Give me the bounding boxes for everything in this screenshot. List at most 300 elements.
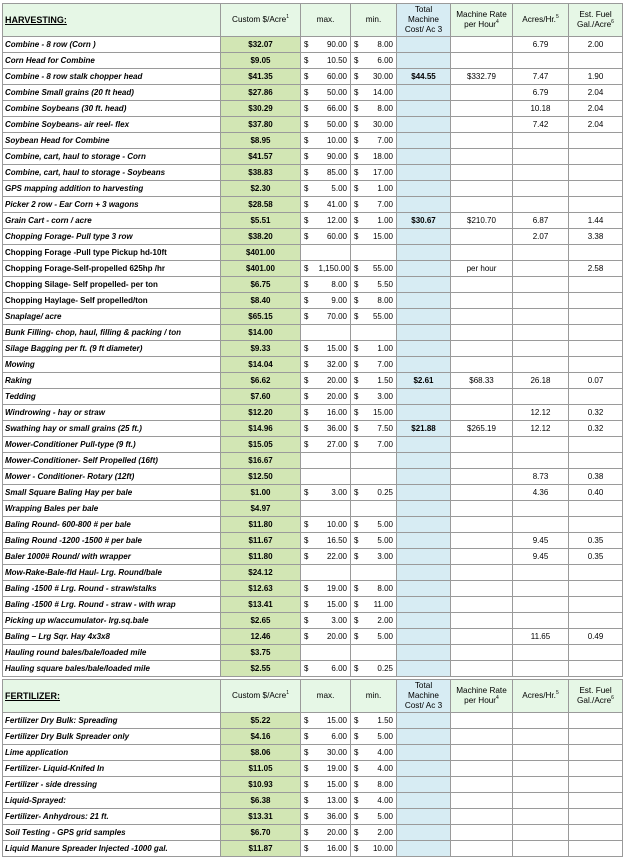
fuel-per-acre: [569, 149, 623, 165]
custom-rate-text: $38.20: [248, 231, 273, 241]
custom-rate-text: $12.63: [248, 583, 273, 593]
operation-name-text: Fertilizer - side dressing: [5, 779, 98, 789]
operation-name-text: Raking: [5, 375, 32, 385]
acres-per-hour: [513, 53, 569, 69]
min-value-text: 4.00: [377, 763, 393, 773]
max-currency-text: $: [304, 715, 309, 725]
max-currency-text: $: [304, 151, 309, 161]
custom-rate-text: $401.00: [246, 247, 275, 257]
operation-name-text: Baling Round- 600-800 # per bale: [5, 519, 131, 529]
min-value: [367, 405, 397, 421]
operation-name-text: Soybean Head for Combine: [5, 135, 110, 145]
operation-name-text: Mow-Rake-Bale-fld Haul- Lrg. Round/bale: [5, 567, 162, 577]
machine-cost: [397, 165, 451, 181]
min-value-text: 11.00: [373, 599, 393, 609]
fuel-header-text: Est. Fuel Gal./Acre: [577, 10, 612, 29]
max-value: [317, 713, 351, 729]
table-row: [3, 149, 623, 165]
fuel-per-acre: [569, 437, 623, 453]
machine-cost: [397, 729, 451, 745]
operation-name: [3, 713, 221, 729]
operation-name: [3, 357, 221, 373]
min-value: [367, 389, 397, 405]
max-value-text: 8.00: [331, 279, 347, 289]
max-currency: [301, 613, 317, 629]
max-currency-text: $: [304, 763, 309, 773]
acres-header: [513, 4, 569, 37]
fuel-per-acre: [569, 37, 623, 53]
custom-rate: [221, 745, 301, 761]
table-row: [3, 597, 623, 613]
custom-rate-text: $37.80: [248, 119, 273, 129]
min-currency-text: $: [354, 391, 359, 401]
machine-rate: [451, 533, 513, 549]
max-currency: [301, 517, 317, 533]
min-currency-text: $: [354, 343, 359, 353]
min-value-text: 8.00: [377, 583, 393, 593]
max-currency-text: $: [304, 747, 309, 757]
machine-rate: [451, 149, 513, 165]
machine-cost: [397, 309, 451, 325]
max-value-text: 15.00: [326, 599, 347, 609]
min-value: [367, 53, 397, 69]
min-value: [367, 181, 397, 197]
max-value: [317, 165, 351, 181]
max-value: [317, 453, 351, 469]
table-row: [3, 645, 623, 661]
max-currency-text: $: [304, 615, 309, 625]
min-value: [367, 809, 397, 825]
min-value-text: 1.00: [377, 215, 393, 225]
table-row: [3, 197, 623, 213]
custom-rate-text: $6.62: [250, 375, 271, 385]
machine-rate: [451, 549, 513, 565]
fuel-per-acre: [569, 181, 623, 197]
max-currency-text: $: [304, 663, 309, 673]
min-value-text: 6.00: [377, 55, 393, 65]
custom-rate: [221, 197, 301, 213]
acres-per-hour-text: 12.12: [530, 423, 551, 433]
machine-cost: [397, 645, 451, 661]
min-value: [367, 729, 397, 745]
table-row: [3, 501, 623, 517]
min-currency-text: $: [354, 39, 359, 49]
max-currency: [301, 229, 317, 245]
table-row: [3, 485, 623, 501]
max-value-text: 27.00: [326, 439, 347, 449]
custom-rate: [221, 117, 301, 133]
table-row: [3, 745, 623, 761]
machine-cost-header-text: Total Machine Cost/ Ac 3: [404, 5, 443, 34]
acres-per-hour: [513, 841, 569, 857]
max-currency: [301, 133, 317, 149]
custom-rate-text: $65.15: [248, 311, 273, 321]
min-value-text: 4.00: [377, 747, 393, 757]
min-value-text: 7.00: [377, 199, 393, 209]
fuel-per-acre: [569, 229, 623, 245]
min-currency: [351, 277, 367, 293]
max-value-text: 3.00: [331, 487, 347, 497]
fuel-header-footnote: 6: [611, 695, 614, 701]
operation-name: [3, 793, 221, 809]
machine-rate: [451, 37, 513, 53]
max-currency: [301, 469, 317, 485]
min-currency: [351, 613, 367, 629]
operation-name: [3, 453, 221, 469]
acres-per-hour: [513, 309, 569, 325]
custom-rate: [221, 825, 301, 841]
custom-rate: [221, 277, 301, 293]
max-value: [317, 309, 351, 325]
custom-rate: [221, 309, 301, 325]
min-value-text: 55.00: [372, 311, 393, 321]
operation-name: [3, 37, 221, 53]
min-value: [367, 229, 397, 245]
table-row: [3, 469, 623, 485]
min-currency: [351, 389, 367, 405]
min-value: [367, 437, 397, 453]
table-row: [3, 101, 623, 117]
acres-per-hour-text: 7.42: [532, 119, 549, 129]
max-currency-text: $: [304, 135, 309, 145]
operation-name: [3, 213, 221, 229]
operation-name: [3, 841, 221, 857]
acres-per-hour-text: 8.73: [532, 471, 549, 481]
min-value-text: 3.00: [377, 551, 393, 561]
max-currency: [301, 421, 317, 437]
fuel-per-acre-text: 2.58: [587, 263, 604, 273]
operation-name-text: Mowing: [5, 359, 35, 369]
fuel-per-acre: [569, 485, 623, 501]
machine-rate: [451, 841, 513, 857]
operation-name: [3, 341, 221, 357]
max-header-text: max.: [316, 15, 335, 24]
max-value-text: 13.00: [326, 795, 347, 805]
min-currency: [351, 841, 367, 857]
machine-rate: [451, 777, 513, 793]
table-row: [3, 261, 623, 277]
max-currency: [301, 341, 317, 357]
min-currency-text: $: [354, 231, 359, 241]
operation-name: [3, 117, 221, 133]
custom-rates-table: [2, 3, 623, 857]
custom-rate-text: $2.55: [250, 663, 271, 673]
min-value: [367, 245, 397, 261]
custom-header-footnote: 1: [286, 14, 289, 20]
operation-name-text: Fertilizer Dry Bulk: Spreading: [5, 715, 118, 725]
max-value: [317, 565, 351, 581]
acres-per-hour: [513, 181, 569, 197]
max-value: [317, 261, 351, 277]
acres-per-hour-text: 11.65: [530, 631, 551, 641]
min-value: [367, 421, 397, 437]
table-row: [3, 357, 623, 373]
max-currency-text: $: [304, 535, 309, 545]
acres-per-hour: [513, 325, 569, 341]
acres-per-hour: [513, 549, 569, 565]
operation-name-text: Wrapping Bales per bale: [5, 503, 99, 513]
fuel-per-acre: [569, 405, 623, 421]
min-value: [367, 645, 397, 661]
acres-per-hour-text: 7.47: [532, 71, 549, 81]
max-value-text: 20.00: [326, 391, 347, 401]
min-currency-text: $: [354, 811, 359, 821]
min-currency: [351, 745, 367, 761]
machine-rate-header-text: Machine Rate per Hour: [456, 686, 507, 705]
min-currency-text: $: [354, 827, 359, 837]
max-currency: [301, 245, 317, 261]
operation-name: [3, 69, 221, 85]
min-value: [367, 761, 397, 777]
min-currency-text: $: [354, 359, 359, 369]
table-row: [3, 661, 623, 677]
max-currency-text: $: [304, 279, 309, 289]
min-value: [367, 745, 397, 761]
max-currency: [301, 629, 317, 645]
min-value: [367, 713, 397, 729]
table-row: [3, 85, 623, 101]
custom-rate: [221, 485, 301, 501]
acres-per-hour-text: 6.79: [532, 39, 549, 49]
operation-name: [3, 165, 221, 181]
table-row: [3, 777, 623, 793]
min-value-text: 3.00: [377, 391, 393, 401]
fuel-per-acre: [569, 389, 623, 405]
machine-rate: [451, 69, 513, 85]
acres-per-hour: [513, 133, 569, 149]
max-currency: [301, 69, 317, 85]
acres-per-hour: [513, 357, 569, 373]
acres-per-hour: [513, 453, 569, 469]
machine-rate: [451, 389, 513, 405]
max-currency-text: $: [304, 811, 309, 821]
max-value: [317, 629, 351, 645]
acres-per-hour: [513, 293, 569, 309]
min-value-text: 30.00: [372, 71, 393, 81]
max-currency: [301, 549, 317, 565]
max-value-text: 16.00: [326, 843, 347, 853]
machine-rate: [451, 85, 513, 101]
max-value-text: 1,150.00: [318, 263, 350, 273]
operation-name: [3, 245, 221, 261]
min-currency: [351, 197, 367, 213]
max-currency-text: $: [304, 183, 309, 193]
max-value: [317, 469, 351, 485]
operation-name-text: Tedding: [5, 391, 36, 401]
min-currency: [351, 357, 367, 373]
table-row: [3, 613, 623, 629]
custom-rate-text: $10.93: [248, 779, 273, 789]
min-currency: [351, 453, 367, 469]
min-currency-text: $: [354, 215, 359, 225]
min-value: [367, 85, 397, 101]
max-value: [317, 581, 351, 597]
operation-name: [3, 761, 221, 777]
machine-rate-header-footnote: 4: [496, 695, 499, 701]
min-value: [367, 261, 397, 277]
machine-rate: [451, 501, 513, 517]
custom-rate: [221, 841, 301, 857]
operation-name: [3, 645, 221, 661]
machine-cost: [397, 181, 451, 197]
max-value: [317, 549, 351, 565]
table-row: [3, 405, 623, 421]
machine-cost: [397, 713, 451, 729]
max-currency: [301, 197, 317, 213]
operation-name: [3, 549, 221, 565]
min-currency-text: $: [354, 519, 359, 529]
acres-per-hour: [513, 213, 569, 229]
fuel-per-acre: [569, 373, 623, 389]
machine-rate: [451, 421, 513, 437]
min-value-text: 8.00: [377, 39, 393, 49]
acres-per-hour: [513, 341, 569, 357]
operation-name-text: Grain Cart - corn / acre: [5, 215, 92, 225]
machine-rate: [451, 405, 513, 421]
fuel-per-acre: [569, 357, 623, 373]
machine-cost: [397, 597, 451, 613]
fuel-header: [569, 4, 623, 37]
min-value: [367, 325, 397, 341]
operation-name-text: Chopping Forage- Pull type 3 row: [5, 231, 133, 241]
min-currency: [351, 645, 367, 661]
fuel-per-acre-text: 0.32: [587, 423, 604, 433]
max-currency: [301, 485, 317, 501]
table-row: [3, 581, 623, 597]
custom-rate-text: $13.31: [248, 811, 273, 821]
min-currency: [351, 713, 367, 729]
min-currency: [351, 293, 367, 309]
min-currency: [351, 533, 367, 549]
custom-rate-text: $1.00: [250, 487, 271, 497]
operation-name-text: Baling -1500 # Lrg. Round - straw/stalks: [5, 583, 157, 593]
custom-rate-text: $8.40: [250, 295, 271, 305]
min-currency: [351, 181, 367, 197]
acres-per-hour: [513, 533, 569, 549]
fuel-per-acre: [569, 245, 623, 261]
max-value: [317, 405, 351, 421]
custom-rate-text: $13.41: [248, 599, 273, 609]
min-value-text: 7.50: [377, 423, 393, 433]
max-currency: [301, 277, 317, 293]
fuel-per-acre: [569, 761, 623, 777]
machine-rate-text: $68.33: [469, 375, 494, 385]
machine-rate: [451, 613, 513, 629]
fuel-per-acre-text: 2.00: [587, 39, 604, 49]
operation-name: [3, 149, 221, 165]
operation-name: [3, 729, 221, 745]
custom-rate: [221, 405, 301, 421]
machine-cost: [397, 517, 451, 533]
acres-per-hour-text: 9.45: [532, 535, 549, 545]
acres-per-hour: [513, 69, 569, 85]
max-value-text: 20.00: [326, 631, 347, 641]
min-value-text: 30.00: [372, 119, 393, 129]
max-value-text: 36.00: [326, 423, 347, 433]
machine-rate: [451, 581, 513, 597]
min-currency-text: $: [354, 631, 359, 641]
machine-rate: [451, 341, 513, 357]
min-value: [367, 357, 397, 373]
custom-rate-text: $14.04: [248, 359, 273, 369]
fuel-per-acre-text: 0.32: [587, 407, 604, 417]
table-row: [3, 309, 623, 325]
max-value-text: 16.00: [326, 407, 347, 417]
fuel-per-acre: [569, 69, 623, 85]
custom-rate-text: $41.57: [248, 151, 273, 161]
custom-rate-text: $401.00: [246, 263, 275, 273]
operation-name: [3, 53, 221, 69]
min-value: [367, 629, 397, 645]
table-row: [3, 533, 623, 549]
min-currency: [351, 501, 367, 517]
max-value: [317, 197, 351, 213]
min-value-text: 0.25: [377, 487, 393, 497]
acres-per-hour-text: 2.07: [532, 231, 549, 241]
min-currency: [351, 485, 367, 501]
min-currency-text: $: [354, 119, 359, 129]
machine-cost: [397, 405, 451, 421]
machine-cost: [397, 69, 451, 85]
operation-name-text: Chopping Forage-Self-propelled 625hp /hr: [5, 263, 166, 273]
max-currency: [301, 357, 317, 373]
table-row: [3, 629, 623, 645]
min-currency: [351, 629, 367, 645]
fuel-header-footnote: 6: [611, 19, 614, 25]
min-currency: [351, 761, 367, 777]
max-value: [317, 729, 351, 745]
min-currency-text: $: [354, 747, 359, 757]
min-value-text: 5.50: [377, 279, 393, 289]
machine-rate: [451, 309, 513, 325]
fuel-per-acre: [569, 501, 623, 517]
min-currency-text: $: [354, 199, 359, 209]
machine-rate: [451, 517, 513, 533]
machine-cost: [397, 501, 451, 517]
harvesting-section-title: [3, 4, 221, 37]
machine-cost: [397, 661, 451, 677]
max-value: [317, 613, 351, 629]
max-value: [317, 777, 351, 793]
min-currency: [351, 373, 367, 389]
custom-rate: [221, 245, 301, 261]
machine-cost: [397, 809, 451, 825]
min-currency: [351, 149, 367, 165]
min-value: [367, 549, 397, 565]
machine-rate: [451, 661, 513, 677]
custom-rate-text: $9.05: [250, 55, 271, 65]
fuel-per-acre: [569, 261, 623, 277]
custom-rate-text: $2.30: [250, 183, 271, 193]
acres-per-hour: [513, 389, 569, 405]
max-value-text: 15.00: [326, 779, 347, 789]
operation-name: [3, 437, 221, 453]
min-value: [367, 517, 397, 533]
min-currency-text: $: [354, 71, 359, 81]
machine-rate: [451, 729, 513, 745]
machine-rate-header: [451, 680, 513, 713]
fuel-header-text: Est. Fuel Gal./Acre: [577, 686, 612, 705]
machine-rate: [451, 261, 513, 277]
min-currency: [351, 469, 367, 485]
max-currency-text: $: [304, 359, 309, 369]
fuel-per-acre-text: 0.35: [587, 551, 604, 561]
custom-rate-text: $28.58: [248, 199, 273, 209]
fuel-per-acre: [569, 825, 623, 841]
machine-cost-text: $30.67: [411, 215, 436, 225]
max-value: [317, 841, 351, 857]
custom-rate: [221, 293, 301, 309]
